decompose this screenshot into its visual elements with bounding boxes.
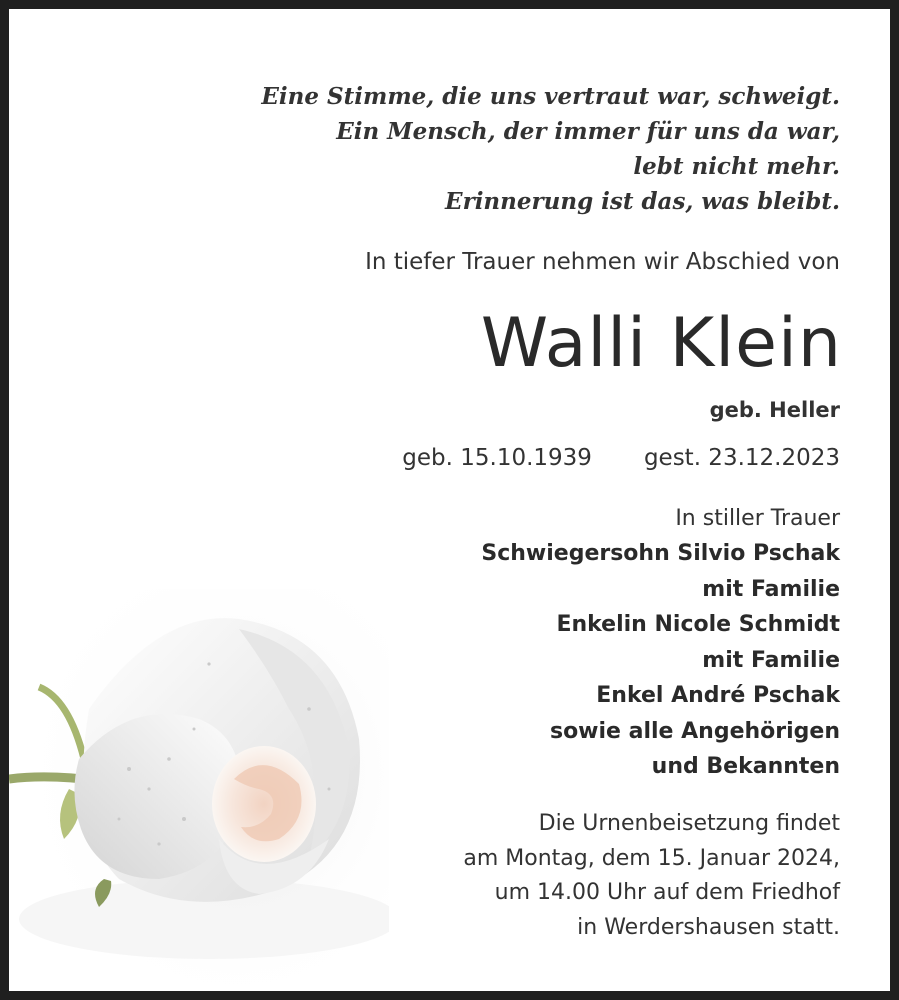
white-rose-image: [9, 589, 389, 1000]
birth-date: geb. 15.10.1939: [402, 445, 592, 471]
burial-line: um 14.00 Uhr auf dem Friedhof: [494, 880, 840, 905]
poem-line: Eine Stimme, die uns vertraut war, schweigt.: [261, 83, 840, 110]
death-date: gest. 23.12.2023: [643, 445, 840, 471]
farewell-intro: In tiefer Trauer nehmen wir Abschied von: [365, 249, 840, 275]
burial-line: Die Urnenbeisetzung findet: [538, 811, 840, 836]
mourner-line: sowie alle Angehörigen: [549, 718, 840, 744]
mourner-line: Enkelin Nicole Schmidt: [556, 612, 840, 637]
memorial-poem: [80, 79, 840, 219]
mourner-line: Enkel André Pschak: [596, 683, 840, 708]
life-dates: [402, 441, 840, 475]
burial-info: [463, 807, 840, 945]
deceased-name: Walli Klein: [480, 304, 842, 383]
mourners-list: [481, 536, 840, 785]
maiden-name: geb. Heller: [709, 398, 840, 422]
mourner-line: Schwiegersohn Silvio Pschak: [481, 541, 840, 566]
poem-line: lebt nicht mehr.: [633, 153, 840, 180]
poem-line: Erinnerung ist das, was bleibt.: [445, 188, 840, 215]
mourner-line: und Bekannten: [651, 754, 840, 779]
mourners-intro: In stiller Trauer: [675, 506, 840, 531]
poem-line: Ein Mensch, der immer für uns da war,: [336, 118, 840, 145]
burial-line: in Werdershausen statt.: [577, 914, 840, 940]
burial-line: am Montag, dem 15. Januar 2024,: [463, 845, 840, 871]
mourner-line: mit Familie: [702, 576, 840, 602]
mourner-line: mit Familie: [702, 647, 840, 673]
